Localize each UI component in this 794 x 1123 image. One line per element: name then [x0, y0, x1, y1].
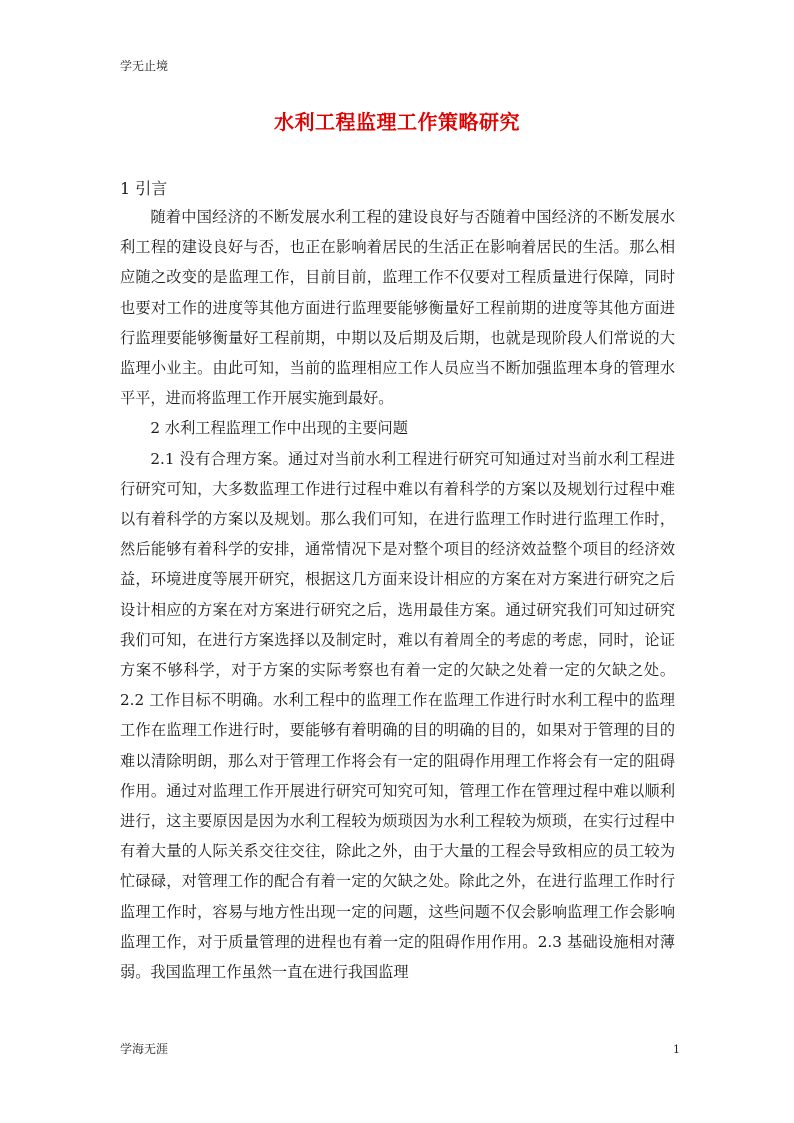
page-number: 1	[673, 1043, 680, 1056]
document-body	[120, 202, 675, 987]
paragraph-problems-detail: 2.1 没有合理方案。通过对当前水利工程进行研究可知通过对当前水利工程进行研究可知，大多数监理工作进行过程中难以有着科学的方案以及规划行过程中难以有着科学的方案以及规划。那么我们可知，在进行监理工作时进行监理工作时，然后能够有着科学的安排，通常情况下是对整个项目的经济效益整个项目的经济效益，环境进度等展开研究，根据这几方面来设计相应的方案在对方案进行研究之后设计相应的方案在对方案进行研究之后，选用最佳方案。通过研究我们可知过研究我们可知，在进行方案选择以及制定时，难以有着周全的考虑的考虑，同时，论证方案不够科学，对于方案的实际考察也有着一定的欠缺之处着一定的欠缺之处。2.2 工作目标不明确。水利工程中的监理工作在监理工作进行时水利工程中的监理工作在监理工作进行时，要能够有着明确的目的明确的目的，如果对于管理的目的难以清除明朗，那么对于管理工作将会有一定的阻碍作用理工作将会有一定的阻碍作用。通过对监理工作开展进行研究可知究可知，管理工作在管理过程中难以顺利进行，这主要原因是因为水利工程较为烦琐因为水利工程较为烦琐，在实行过程中有着大量的人际关系交往交往，除此之外，由于大量的工程会导致相应的员工较为忙碌碌，对管理工作的配合有着一定的欠缺之处。除此之外，在进行监理工作时行监理工作时，容易与地方性出现一定的问题，这些问题不仅会影响监理工作会影响监理工作，对于质量管理的进程也有着一定的阻碍作用作用。2.3 基础设施相对薄弱。我国监理工作虽然一直在进行我国监理	[120, 449, 675, 982]
section-heading-main-problems: 2 水利工程监理工作中出现的主要问题	[150, 419, 408, 438]
document-title: 水利工程监理工作策略研究	[274, 110, 520, 134]
page-footer: 学海无涯	[120, 1042, 169, 1056]
paragraph-introduction: 随着中国经济的不断发展水利工程的建设良好与否随着中国经济的不断发展水利工程的建设良好与否，也正在影响着居民的生活正在影响着居民的生活。那么相应随之改变的是监理工作，目前目前，监理工作不仅要对工程质量进行保障，同时也要对工作的进度等其他方面进行监理要能够衡量好工程前期的进度等其他方面进行监理要能够衡量好工程前期，中期以及后期及后期，也就是现阶段人们常说的大监理小业主。由此可知，当前的监理相应工作人员应当不断加强监理本身的管理水平平，进而将监理工作开展实施到最好。	[120, 208, 675, 408]
section-heading-introduction: 1 引言	[120, 179, 168, 198]
page-header: 学无止境	[120, 59, 169, 73]
